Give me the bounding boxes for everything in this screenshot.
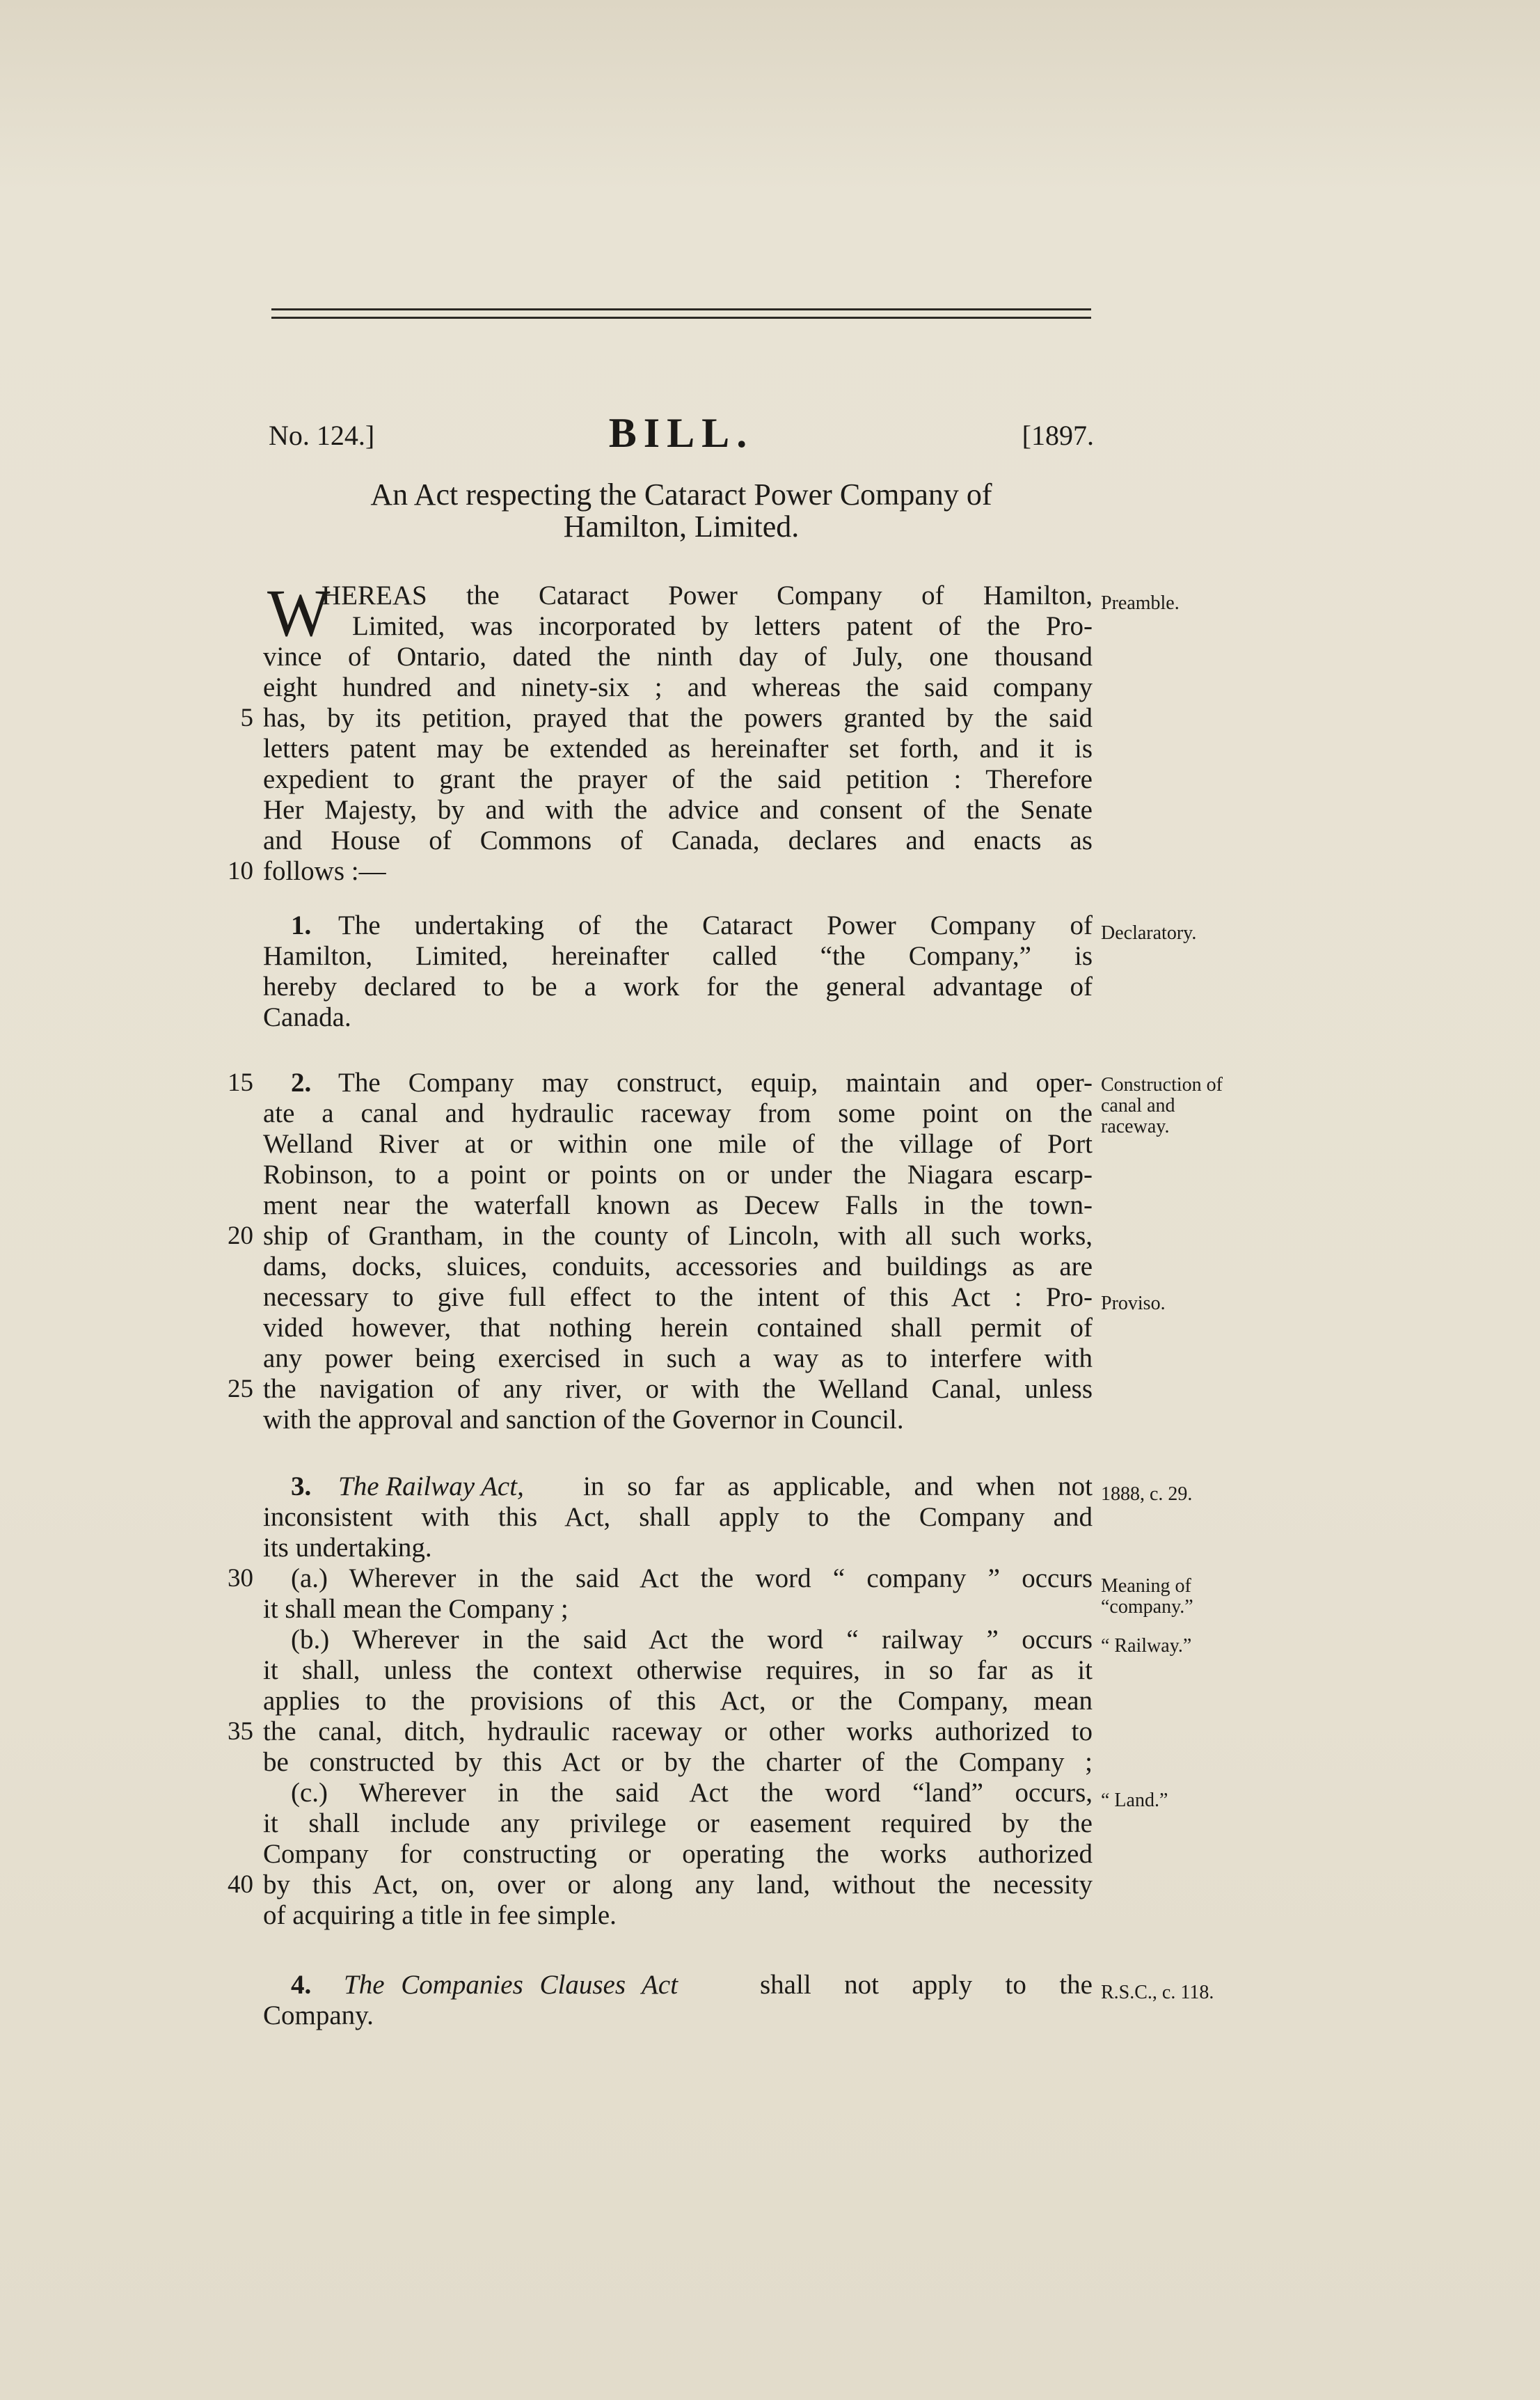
section-3-line: by this Act, on, over or along any land, without the necessity [263,1870,1093,1900]
preamble-line: and House of Commons of Canada, declares and enacts as [263,826,1093,855]
margin-note-act-reference: 1888, c. 29. [1101,1483,1193,1505]
preamble-line: HEREAS the Cataract Power Company of Hamilton, [322,581,1093,610]
section-3-line: be constructed by this Act or by the charter of the Company ; [263,1747,1093,1777]
section-3-line: (c.) Wherever in the said Act the word “land” occurs, [291,1778,1093,1808]
preamble-line: expedient to grant the prayer of the said petition : Therefore [263,764,1093,794]
preamble-line: eight hundred and ninety-six ; and whereas the said company [263,672,1093,702]
section-2-line: ment near the waterfall known as Decew Falls in the town- [263,1190,1093,1220]
preamble-line: letters patent may be extended as hereinafter set forth, and it is [263,734,1093,764]
section-1-line: Hamilton, Limited, hereinafter called “the Company,” is [263,941,1093,971]
margin-note-construction: Construction of canal and raceway. [1101,1074,1223,1137]
margin-note-meaning-of-company: Meaning of “company.” [1101,1575,1193,1618]
section-3-line: it shall mean the Company ; [263,1594,569,1624]
preamble-line: vince of Ontario, dated the ninth day of July, one thousand [263,642,1093,672]
line-number: 20 [228,1222,253,1250]
section-3-number: 3. [291,1471,312,1501]
section-3-line: it shall include any privilege or easement required by the [263,1808,1093,1838]
line-number: 5 [240,704,253,732]
line-number: 30 [228,1564,253,1593]
line-number: 10 [228,857,253,885]
section-2-line: The Company may construct, equip, maintain and oper- [338,1068,1093,1098]
section-3-act-name: The Railway Act, [338,1471,524,1501]
section-4-act-name: The Companies Clauses Act [344,1970,678,2000]
section-2-line: any power being exercised in such a way as to interfere with [263,1343,1093,1373]
section-2-line: Welland River at or within one mile of the village of Port [263,1129,1093,1159]
bill-heading: BILL. [608,410,754,456]
drop-cap: W [267,576,331,650]
margin-note-land: “ Land.” [1101,1790,1168,1811]
section-3-line: in so far as applicable, and when not [583,1471,1093,1501]
title-line-1: An Act respecting the Cataract Power Company of [370,477,992,512]
section-2-line: dams, docks, sluices, conduits, accessories and buildings as are [263,1252,1093,1281]
section-2-line: ate a canal and hydraulic raceway from some point on the [263,1098,1093,1128]
section-4-line: shall not apply to the [760,1970,1093,2000]
section-3-line: (a.) Wherever in the said Act the word “ company ” occurs [291,1563,1093,1593]
preamble-line: has, by its petition, prayed that the powers granted by the said [263,703,1093,733]
section-3-line: Company for constructing or operating the works authorized [263,1839,1093,1869]
section-1-line: hereby declared to be a work for the general advantage of [263,972,1093,1002]
top-rule-upper [271,308,1091,310]
bill-title [269,479,1094,543]
section-3-line: it shall, unless the context otherwise requires, in so far as it [263,1655,1093,1685]
section-3-line: its undertaking. [263,1533,432,1563]
top-rule-lower [271,317,1091,319]
section-3-line: the canal, ditch, hydraulic raceway or other works authorized to [263,1716,1093,1746]
section-4-line: Company. [263,2000,374,2030]
line-number: 40 [228,1870,253,1899]
section-2-line: necessary to give full effect to the intent of this Act : Pro- [263,1282,1093,1312]
section-2-line: with the approval and sanction of the Governor in Council. [263,1405,904,1435]
section-2-number: 2. [291,1068,312,1098]
preamble-line: Limited, was incorporated by letters patent of the Pro- [352,611,1093,641]
section-3-line: (b.) Wherever in the said Act the word “ railway ” occurs [291,1625,1093,1655]
margin-note-proviso: Proviso. [1101,1293,1166,1314]
margin-note-rsc: R.S.C., c. 118. [1101,1982,1214,2003]
bill-header [269,409,1094,465]
margin-note-declaratory: Declaratory. [1101,922,1197,944]
preamble-line: Her Majesty, by and with the advice and consent of the Senate [263,795,1093,825]
title-line-2: Hamilton, Limited. [563,510,800,544]
line-number: 35 [228,1717,253,1746]
bill-number: No. 124.] [269,420,375,451]
section-3-line: of acquiring a title in fee simple. [263,1900,617,1930]
margin-note-railway: “ Railway.” [1101,1635,1192,1657]
margin-note-preamble: Preamble. [1101,592,1180,614]
section-1-line: The undertaking of the Cataract Power Company of [338,910,1093,940]
line-number: 15 [228,1068,253,1097]
line-number: 25 [228,1375,253,1403]
section-1-line: Canada. [263,1002,351,1032]
preamble-line: follows :— [263,856,386,886]
section-2-line: the navigation of any river, or with the Welland Canal, unless [263,1374,1093,1404]
section-3-line: applies to the provisions of this Act, or the Company, mean [263,1686,1093,1716]
section-2-line: Robinson, to a point or points on or under the Niagara escarp- [263,1160,1093,1190]
section-2-line: vided however, that nothing herein contained shall permit of [263,1313,1093,1343]
bill-year: [1897. [1022,420,1094,451]
section-3-line: inconsistent with this Act, shall apply to the Company and [263,1502,1093,1532]
section-1-number: 1. [291,910,312,940]
section-2-line: ship of Grantham, in the county of Lincoln, with all such works, [263,1221,1093,1251]
section-4-number: 4. [291,1970,312,2000]
